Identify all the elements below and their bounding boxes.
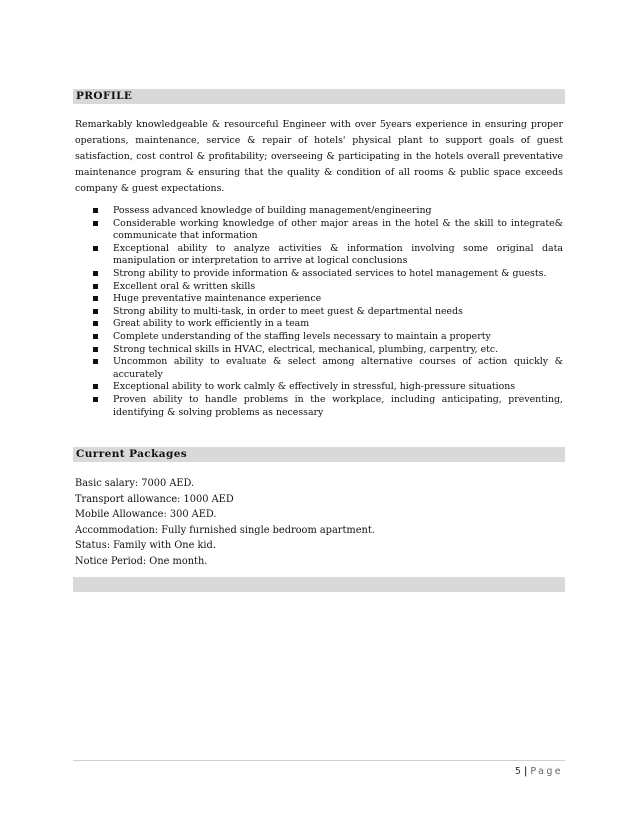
package-item-transport: Transport allowance: 1000 AED <box>75 493 234 505</box>
square-bullet-icon <box>93 347 98 352</box>
list-item: Complete understanding of the staffing levels necessary to maintain a property <box>93 331 563 344</box>
square-bullet-icon <box>93 296 98 301</box>
list-item: Strong ability to multi-task, in order to meet guest & departmental needs <box>93 306 563 319</box>
list-item: Great ability to work efficiently in a team <box>93 318 563 331</box>
square-bullet-icon <box>93 321 98 326</box>
square-bullet-icon <box>93 334 98 339</box>
footer-divider <box>73 760 565 761</box>
packages-list <box>75 476 475 570</box>
profile-heading: PROFILE <box>76 90 133 102</box>
package-item-mobile: Mobile Allowance: 300 AED. <box>75 509 217 521</box>
square-bullet-icon <box>93 208 98 213</box>
square-bullet-icon <box>93 271 98 276</box>
list-item: Possess advanced knowledge of building management/engineering <box>93 205 563 218</box>
package-item-accommodation: Accommodation: Fully furnished single bedroom apartment. <box>75 524 375 536</box>
package-item-status: Status: Family with One kid. <box>75 540 216 552</box>
list-item: Exceptional ability to analyze activities & information involving some original data manipulation or interpretation to arrive at logical conclusions <box>93 243 563 268</box>
list-item: Strong technical skills in HVAC, electrical, mechanical, plumbing, carpentry, etc. <box>93 344 563 357</box>
square-bullet-icon <box>93 246 98 251</box>
square-bullet-icon <box>93 221 98 226</box>
page-number: 5 <box>514 766 521 777</box>
square-bullet-icon <box>93 384 98 389</box>
square-bullet-icon <box>93 359 98 364</box>
square-bullet-icon <box>93 309 98 314</box>
page-footer <box>515 766 563 777</box>
list-item: Huge preventative maintenance experience <box>93 293 563 306</box>
packages-heading: Current Packages <box>76 448 188 460</box>
profile-bullet-list <box>93 205 563 419</box>
square-bullet-icon <box>93 397 98 402</box>
page-label: Page <box>530 766 563 777</box>
package-item-notice: Notice Period: One month. <box>75 555 208 567</box>
profile-paragraph: Remarkably knowledgeable & resourceful Engineer with over 5years experience in ensuring proper operations, maintenance, service & repair of hotels' physical plant to support goals of guest satisfaction, cost control & profitability; overseeing & participating in the hotels overall preventative maintenance program & ensuring that the quality & condition of all rooms & public space exceeds company & guest expectations. <box>75 119 563 194</box>
footer-separator: | <box>523 766 528 777</box>
empty-section-bar <box>73 577 565 592</box>
list-item: Considerable working knowledge of other major areas in the hotel & the skill to integrate& communicate that information <box>93 218 563 243</box>
list-item: Exceptional ability to work calmly & effectively in stressful, high-pressure situations <box>93 381 563 394</box>
profile-section-bar <box>73 89 565 104</box>
list-item: Strong ability to provide information & associated services to hotel management & guests. <box>93 268 563 281</box>
package-item-salary: Basic salary: 7000 AED. <box>75 478 195 489</box>
square-bullet-icon <box>93 284 98 289</box>
list-item: Excellent oral & written skills <box>93 281 563 294</box>
list-item: Uncommon ability to evaluate & select among alternative courses of action quickly & accurately <box>93 356 563 381</box>
packages-section-bar <box>73 447 565 462</box>
list-item: Proven ability to handle problems in the workplace, including anticipating, preventing, identifying & solving problems as necessary <box>93 394 563 419</box>
